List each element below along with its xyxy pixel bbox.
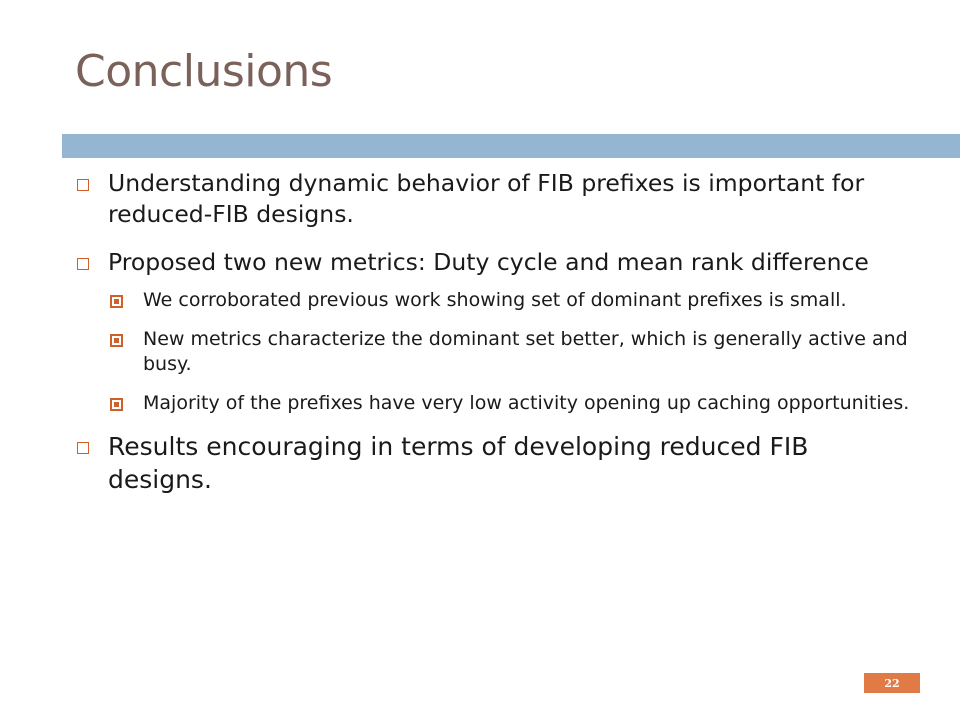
bullet-list xyxy=(74,168,914,513)
sub-bullet-item xyxy=(108,288,914,313)
filled-square-bullet-icon xyxy=(110,398,123,411)
sub-bullet-text: New metrics characterize the dominant set better, which is generally active and busy. xyxy=(143,328,908,375)
sub-bullet-item xyxy=(108,391,914,416)
sub-bullet-text: We corroborated previous work showing set of dominant prefixes is small. xyxy=(143,289,847,311)
hollow-square-bullet-icon xyxy=(77,258,89,270)
bullet-item xyxy=(74,430,914,496)
filled-square-bullet-icon xyxy=(110,295,123,308)
slide-number-badge: 22 xyxy=(864,673,920,693)
bullet-item xyxy=(74,168,914,230)
sub-bullet-item xyxy=(108,327,914,377)
bullet-text: Understanding dynamic behavior of FIB prefixes is important for reduced-FIB designs. xyxy=(108,169,865,228)
filled-square-bullet-icon xyxy=(110,334,123,347)
title-divider-bar xyxy=(62,134,960,158)
bullet-text: Proposed two new metrics: Duty cycle and mean rank difference xyxy=(108,248,869,276)
hollow-square-bullet-icon xyxy=(77,179,89,191)
bullet-text: Results encouraging in terms of developing reduced FIB designs. xyxy=(108,432,809,494)
hollow-square-bullet-icon xyxy=(77,442,89,454)
slide-title: Conclusions xyxy=(75,46,333,97)
sub-bullet-text: Majority of the prefixes have very low activity opening up caching opportunities. xyxy=(143,392,910,414)
bullet-item xyxy=(74,247,914,278)
